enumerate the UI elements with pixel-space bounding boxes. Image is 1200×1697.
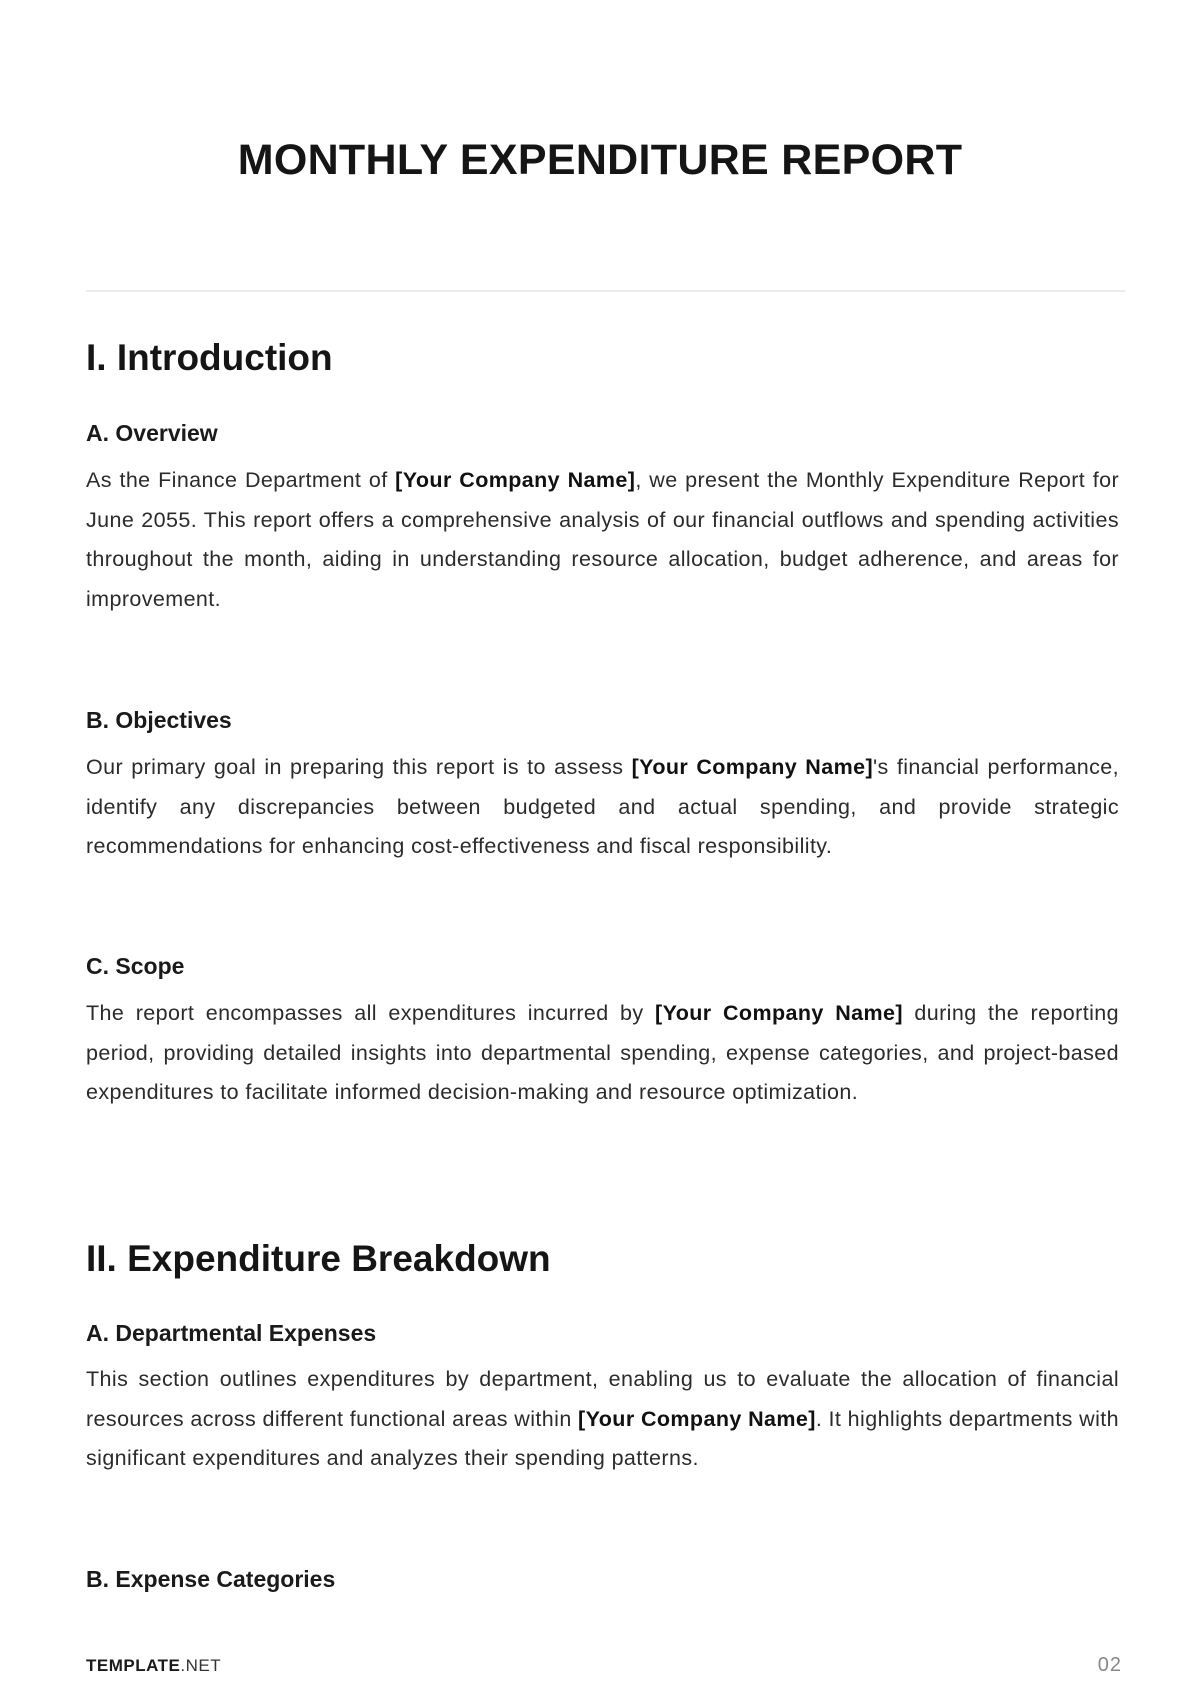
section-heading-introduction: I. Introduction (86, 337, 333, 378)
subsection-heading-expense-categories: B. Expense Categories (86, 1566, 336, 1592)
paragraph-text: As the Finance Department of (86, 468, 396, 492)
paragraph-text: The report encompasses all expenditures incurred by (86, 1001, 656, 1025)
paragraph-text: , we present the Monthly Expenditure Report for June 2055. This report offers a comprehensive analysis of our financial outflows and spending activities throughout the month, aiding in understanding resource allocation, budget adherence, and areas for improvement. (86, 468, 1119, 612)
subsection-heading-overview: A. Overview (86, 420, 218, 446)
section-heading-expenditure-breakdown: II. Expenditure Breakdown (86, 1238, 551, 1279)
paragraph-text: 's financial performance, identify any discrepancies between budgeted and actual spending, and provide strategic recommendations for enhancing cost-effectiveness and fiscal responsibility. (86, 755, 1119, 859)
paragraph-text: during the reporting period, providing detailed insights into departmental spending, expense categories, and project-based expenditures to facilitate informed decision-making and resource optimization. (86, 1001, 1119, 1105)
paragraph-text: . It highlights departments with significant expenditures and analyzes their spending patterns. (86, 1406, 1120, 1471)
brand-suffix: .NET (180, 1656, 222, 1675)
footer-brand-logo (86, 1656, 221, 1676)
paragraph-text: Our primary goal in preparing this report is to assess (86, 755, 632, 779)
company-name-placeholder: [Your Company Name] (395, 468, 636, 492)
subsection-heading-scope: C. Scope (86, 953, 185, 979)
paragraph-objectives (86, 748, 1119, 867)
company-name-placeholder: [Your Company Name] (631, 755, 873, 779)
document-title: MONTHLY EXPENDITURE REPORT (237, 136, 963, 184)
paragraph-scope (86, 994, 1119, 1113)
subsection-heading-departmental-expenses: A. Departmental Expenses (86, 1320, 377, 1346)
paragraph-text: This section outlines expenditures by department, enabling us to evaluate the allocation of financial resources across different functional areas within (86, 1367, 1119, 1431)
company-name-placeholder: [Your Company Name] (578, 1406, 816, 1431)
subsection-heading-objectives: B. Objectives (86, 707, 232, 733)
paragraph-overview (86, 461, 1119, 620)
brand-name: TEMPLATE (86, 1656, 181, 1675)
paragraph-departmental-expenses (86, 1360, 1119, 1479)
title-divider (86, 290, 1125, 292)
page-number: 02 (1097, 1654, 1122, 1676)
company-name-placeholder: [Your Company Name] (655, 1001, 903, 1025)
